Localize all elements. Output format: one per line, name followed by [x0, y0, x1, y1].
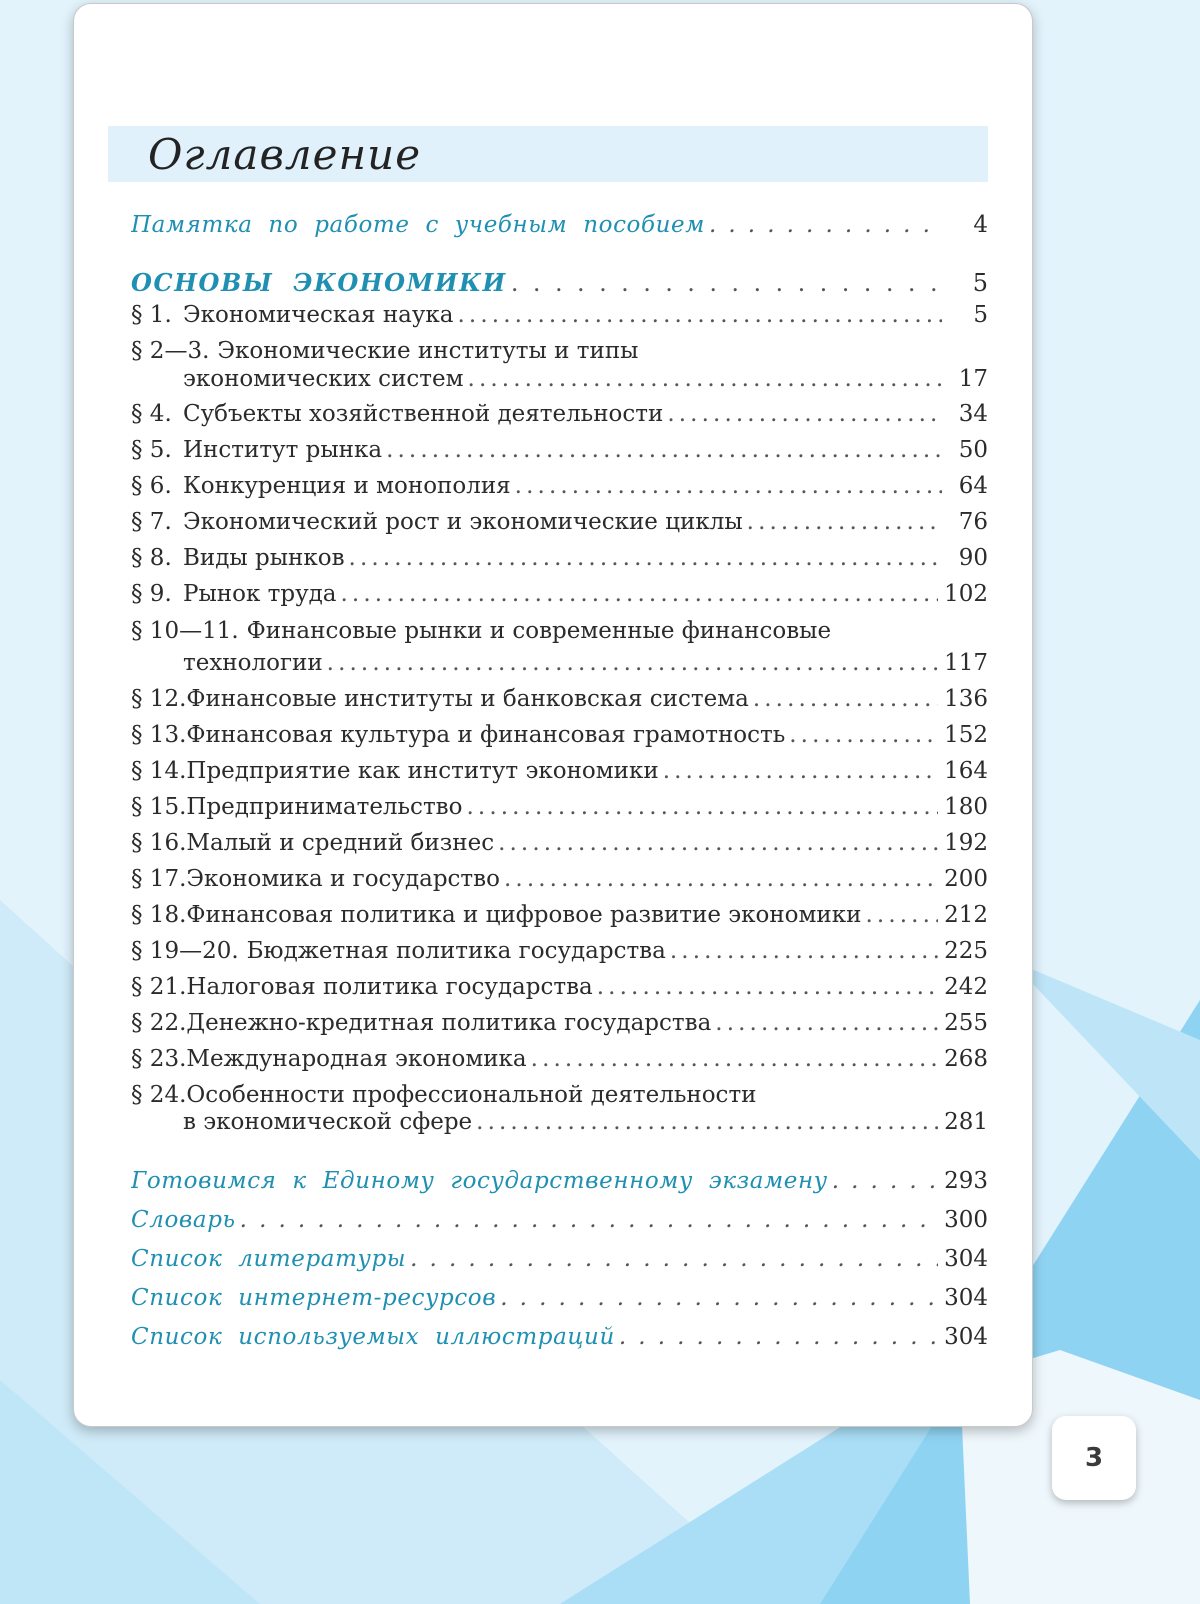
section-title: Финансовые рынки и современные финансовые [246, 618, 832, 644]
section-number: § 19—20. [131, 938, 239, 964]
dot-leader [458, 302, 943, 328]
toc-label: Список литературы [131, 1246, 407, 1272]
toc-page-number: 90 [958, 545, 988, 571]
section-number: § 23. [131, 1046, 187, 1072]
section-title-cont: в экономической сфере [183, 1109, 473, 1135]
toc-page [73, 3, 1033, 1427]
toc-page-number: 34 [958, 401, 988, 427]
toc-page-number: 255 [944, 1010, 988, 1036]
section-title: Налоговая политика государства [186, 974, 593, 1000]
toc-item-appendix[interactable] [131, 1246, 988, 1276]
toc-item[interactable] [131, 902, 988, 932]
dot-leader [531, 1046, 938, 1072]
dot-leader [511, 269, 942, 297]
toc-item[interactable] [131, 338, 988, 368]
section-title: Экономика и государство [186, 866, 500, 892]
dot-leader [341, 581, 939, 607]
toc-page-number: 225 [944, 938, 988, 964]
toc-item[interactable] [131, 938, 988, 968]
dot-leader [865, 902, 938, 928]
toc-page-number: 17 [958, 366, 988, 392]
toc-page-number: 64 [958, 473, 988, 499]
toc-item[interactable] [131, 758, 988, 788]
toc-page-number: 5 [973, 302, 988, 328]
toc-item[interactable] [131, 1046, 988, 1076]
toc-page-number: 200 [944, 866, 988, 892]
toc-page-number: 212 [944, 902, 988, 928]
dot-leader [832, 1168, 938, 1194]
dot-leader [410, 1246, 938, 1272]
section-title: Бюджетная политика государства [246, 938, 666, 964]
toc-label: Список интернет-ресурсов [131, 1285, 497, 1311]
toc-label: Памятка по работе с учебным пособием [131, 212, 705, 238]
toc-label: Готовимся к Единому государственному экзамену [131, 1168, 828, 1194]
page-title: Оглавление [148, 130, 422, 179]
toc-page-number: 242 [944, 974, 988, 1000]
section-number: § 7. [131, 509, 172, 535]
section-title: Конкуренция и монополия [183, 473, 511, 499]
toc-item-continuation[interactable] [131, 1109, 988, 1139]
section-title: Предприятие как институт экономики [186, 758, 659, 784]
toc-part-heading[interactable] [131, 268, 988, 298]
section-title: Денежно-кредитная политика государства [186, 1010, 712, 1036]
dot-leader [498, 830, 938, 856]
toc-item[interactable] [131, 545, 988, 575]
toc-page-number: 76 [958, 509, 988, 535]
toc-item-appendix[interactable] [131, 1324, 988, 1354]
section-number: § 12. [131, 686, 187, 712]
toc-item-continuation[interactable] [131, 650, 988, 680]
toc-page-number: 4 [973, 212, 988, 238]
dot-leader [667, 401, 942, 427]
section-title: Экономический рост и экономические циклы [183, 509, 743, 535]
section-title: Финансовая культура и финансовая грамотность [186, 722, 786, 748]
dot-leader [747, 509, 942, 535]
toc-page-number: 50 [958, 437, 988, 463]
toc-page-number: 281 [944, 1109, 988, 1135]
toc-page-number: 300 [944, 1207, 988, 1233]
section-title: Особенности профессиональной деятельности [186, 1082, 757, 1108]
dot-leader [663, 758, 938, 784]
toc-item[interactable] [131, 473, 988, 503]
section-title-cont: технологии [183, 650, 323, 676]
toc-page-number: 102 [944, 581, 988, 607]
section-title: Малый и средний бизнес [186, 830, 495, 856]
section-number: § 4. [131, 401, 172, 427]
toc-item[interactable] [131, 722, 988, 752]
toc-item-appendix[interactable] [131, 1285, 988, 1315]
toc-item[interactable] [131, 509, 988, 539]
toc-label: ОСНОВЫ ЭКОНОМИКИ [131, 268, 507, 297]
toc-page-number: 304 [944, 1285, 988, 1311]
dot-leader [789, 722, 938, 748]
dot-leader [386, 437, 942, 463]
section-title: Предпринимательство [186, 794, 463, 820]
toc-page-number: 180 [944, 794, 988, 820]
dot-leader [349, 545, 942, 571]
dot-leader [515, 473, 942, 499]
toc-item[interactable] [131, 686, 988, 716]
section-number: § 13. [131, 722, 187, 748]
toc-item[interactable] [131, 1082, 988, 1112]
section-title: Экономическая наука [183, 302, 454, 328]
section-title-cont: экономических систем [183, 366, 464, 392]
section-title: Финансовая политика и цифровое развитие экономики [186, 902, 862, 928]
dot-leader [240, 1207, 938, 1233]
toc-page-number: 304 [944, 1324, 988, 1350]
dot-leader [327, 650, 938, 676]
section-title: Экономические институты и типы [217, 338, 639, 364]
toc-item-memo[interactable] [131, 212, 988, 242]
dot-leader [466, 794, 938, 820]
section-title: Виды рынков [183, 545, 345, 571]
dot-leader [715, 1010, 938, 1036]
section-number: § 18. [131, 902, 187, 928]
toc-item-appendix[interactable] [131, 1168, 988, 1198]
toc-item[interactable] [131, 794, 988, 824]
section-number: § 16. [131, 830, 187, 856]
section-number: § 17. [131, 866, 187, 892]
toc-page-number: 304 [944, 1246, 988, 1272]
section-title: Субъекты хозяйственной деятельности [183, 401, 664, 427]
toc-item[interactable] [131, 866, 988, 896]
toc-page-number: 136 [944, 686, 988, 712]
toc-item[interactable] [131, 1010, 988, 1040]
toc-item-appendix[interactable] [131, 1207, 988, 1237]
section-number: § 5. [131, 437, 172, 463]
dot-leader [670, 938, 938, 964]
section-title: Финансовые институты и банковская система [186, 686, 749, 712]
dot-leader [468, 366, 942, 392]
toc-label: Список используемых иллюстраций [131, 1324, 615, 1350]
toc-item[interactable] [131, 830, 988, 860]
dot-leader [504, 866, 938, 892]
title-band [108, 126, 988, 182]
toc-page-number: 117 [944, 650, 988, 676]
section-title: Институт рынка [183, 437, 383, 463]
section-number: § 2—3. [131, 338, 210, 364]
section-number: § 24. [131, 1082, 187, 1108]
section-number: § 6. [131, 473, 172, 499]
section-number: § 21. [131, 974, 187, 1000]
section-number: § 15. [131, 794, 187, 820]
toc-item[interactable] [131, 618, 988, 648]
toc-item[interactable] [131, 302, 988, 332]
dot-leader [597, 974, 938, 1000]
section-title: Международная экономика [186, 1046, 527, 1072]
toc-page-number: 268 [944, 1046, 988, 1072]
toc-item[interactable] [131, 974, 988, 1004]
section-number: § 10—11. [131, 618, 239, 644]
toc-item[interactable] [131, 437, 988, 467]
toc-item[interactable] [131, 401, 988, 431]
toc-page-number: 152 [944, 722, 988, 748]
dot-leader [753, 686, 938, 712]
section-number: § 1. [131, 302, 172, 328]
section-number: § 22. [131, 1010, 187, 1036]
toc-label: Словарь [131, 1207, 236, 1233]
toc-page-number: 192 [944, 830, 988, 856]
dot-leader [709, 212, 942, 238]
toc-item-continuation[interactable] [131, 366, 988, 396]
toc-page-number: 164 [944, 758, 988, 784]
section-title: Рынок труда [183, 581, 337, 607]
toc-item[interactable] [131, 581, 988, 611]
dot-leader [619, 1324, 938, 1350]
page-number-badge: 3 [1052, 1416, 1136, 1500]
dot-leader [476, 1109, 938, 1135]
section-number: § 14. [131, 758, 187, 784]
section-number: § 8. [131, 545, 172, 571]
toc-page-number: 5 [972, 269, 988, 297]
section-number: § 9. [131, 581, 172, 607]
dot-leader [500, 1285, 938, 1311]
toc-page-number: 293 [944, 1168, 988, 1194]
